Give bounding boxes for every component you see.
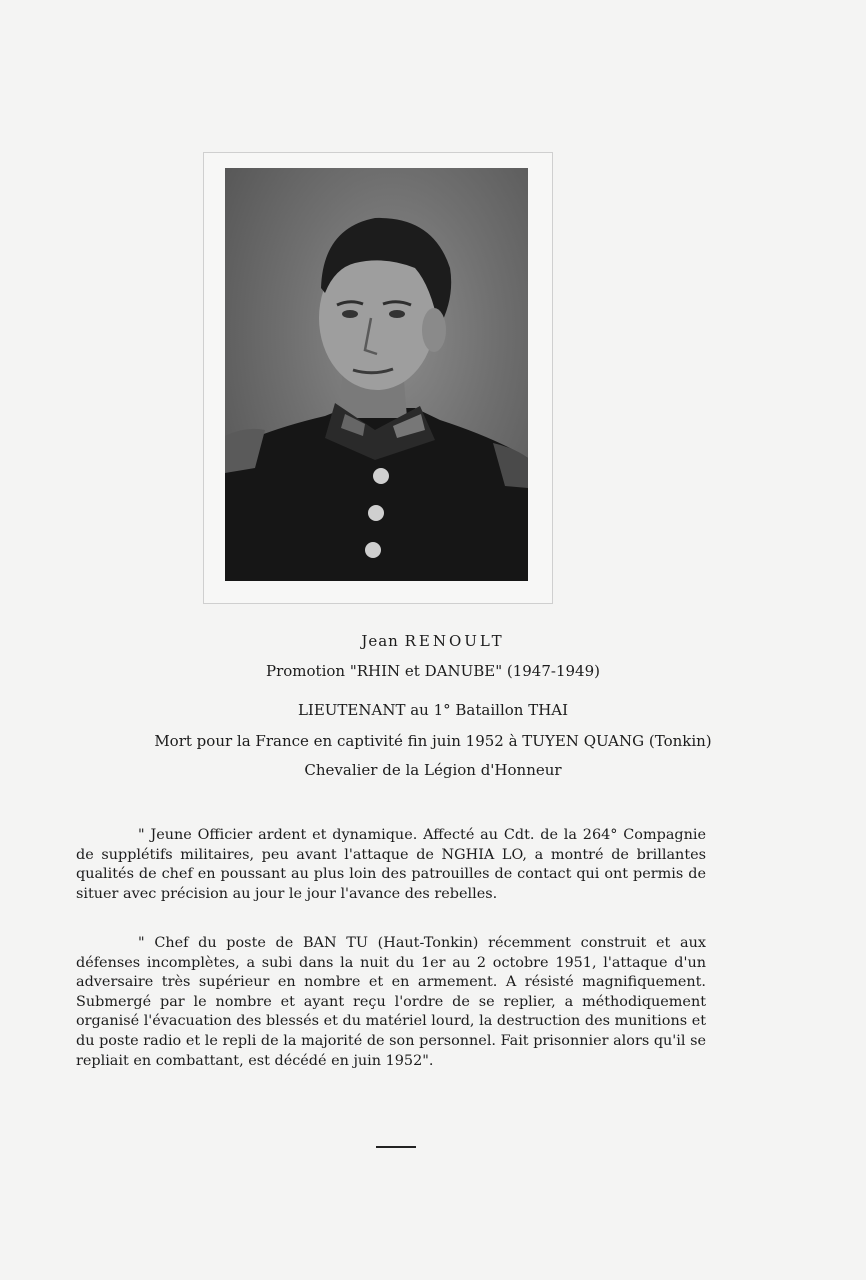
portrait-photo — [225, 168, 528, 581]
death-line: Mort pour la France en captivité fin juin 1952 à TUYEN QUANG (Tonkin) — [154, 732, 712, 750]
portrait-illustration — [225, 168, 528, 581]
surname: RENOULT — [404, 632, 505, 650]
citation-text-1: " Jeune Officier ardent et dynamique. Affecté au Cdt. de la 264° Compagnie de supplétifs militaires, peu avant l'attaque de NGHIA LO, a montré de brillantes qualités de chef en poussant au plus loin des patrouilles de contact qui ont permis de situer avec précision au jour le jour l'avance des rebelles. — [76, 827, 706, 902]
rank-line: LIEUTENANT au 1° Bataillon THAI — [297, 701, 569, 719]
promotion-line: Promotion "RHIN et DANUBE" (1947-1949) — [266, 662, 600, 680]
first-name: Jean — [361, 632, 399, 650]
citation-paragraph-2 — [76, 934, 706, 1071]
officer-name — [0, 632, 866, 650]
citation-paragraph-1 — [76, 826, 706, 904]
honor-line: Chevalier de la Légion d'Honneur — [304, 761, 562, 779]
portrait-frame — [203, 152, 553, 604]
citation-text-2: " Chef du poste de BAN TU (Haut-Tonkin) récemment construit et aux défenses incomplètes, a subi dans la nuit du 1er au 2 octobre 1951, l'attaque d'un adversaire très supérieur en nombre et en armement. A résisté magnifiquement. Submergé par le nombre et ayant reçu l'ordre de se replier, a méthodiquement organisé l'évacuation des blessés et du matériel lourd, la destruction des munitions et du poste radio et le repli de la majorité de son personnel. Fait prisonnier alors qu'il se repliait en combattant, est décédé en juin 1952". — [76, 935, 706, 1069]
closing-rule — [376, 1146, 416, 1148]
